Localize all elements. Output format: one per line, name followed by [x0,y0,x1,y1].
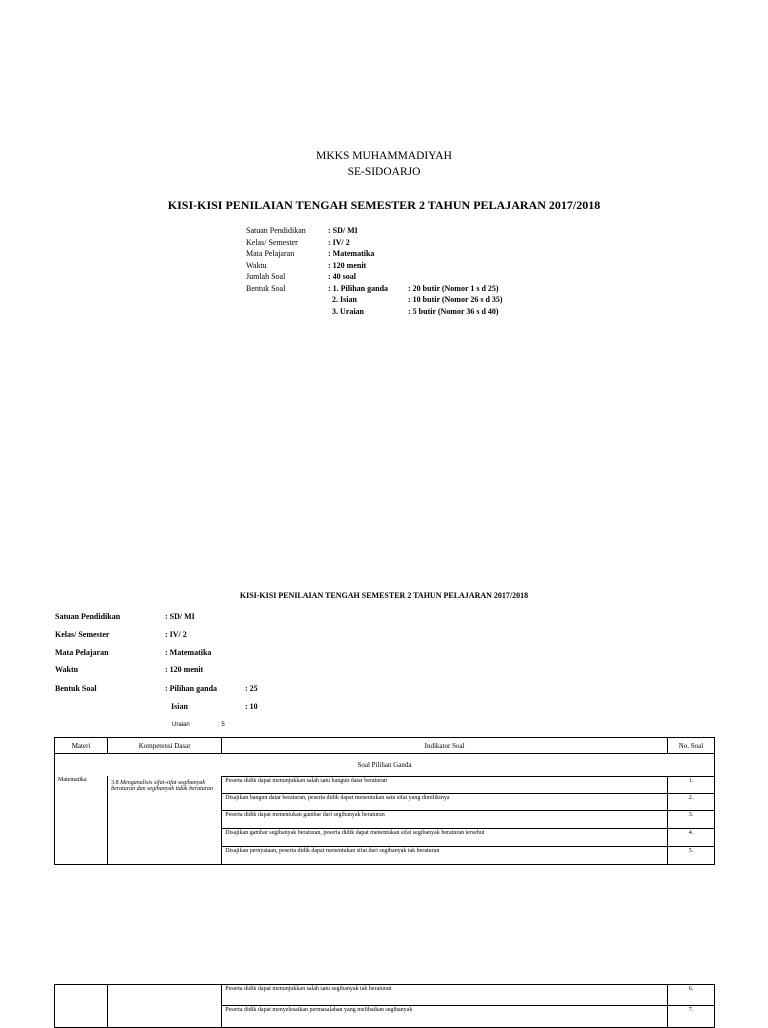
org-name: MKKS MUHAMMADIYAH [316,150,452,162]
info-value: : Pilihan ganda [165,684,218,693]
info-extra: : 5 butir (Nomor 36 s d 40) [408,306,499,316]
header-no-soal: No. Soal [667,738,714,754]
question-number: 6. [667,985,714,1006]
kd-cell-empty [108,985,222,1028]
info-label: Bentuk Soal [246,283,286,293]
question-number: 3. [667,811,714,829]
info-extra: : 10 [245,702,258,711]
question-number: 1. [667,777,714,794]
kisi-table [54,737,715,865]
indicator-row: Peserta didik dapat menunjukkan salah satu segibanyak tak beraturan [222,985,668,1006]
info-value: : IV/ 2 [165,630,187,639]
info-label: Satuan Pendidikan [246,226,306,235]
indicator-row: Disajikan gambar segibanyak beraturan, peserta didik dapat menentukan sifat segibanyak beraturan tersebut [222,829,668,847]
info-block-page2 [55,612,355,732]
question-number: 7. [667,1005,714,1027]
page2-title: KISI-KISI PENILAIAN TENGAH SEMESTER 2 TAHUN PELAJARAN 2017/2018 [239,591,529,600]
info-value: 3. Uraian [332,306,364,316]
info-value: : 40 soal [328,272,356,281]
info-label: Kelas/ Semester [55,630,110,639]
info-label: Mata Pelajaran [246,249,295,258]
info-label: Kelas/ Semester [246,237,298,247]
materi-cell-empty [55,985,108,1028]
materi-cell: Matematika [55,776,108,865]
document-title: KISI-KISI PENILAIAN TENGAH SEMESTER 2 TAHUN PELAJARAN 2017/2018 [167,198,601,212]
section-title: Soal Pilihan Ganda [55,754,715,777]
info-label: Bentuk Soal [55,684,97,693]
indicator-row: Disajikan pernyataan, peserta didik dapat menentukan sifat dari segibanyak tak beraturan [222,847,668,865]
kisi-table-continued [54,984,715,1028]
indicator-row: Disajikan bangun datar beraturan, peserta didik dapat menentukan satu sifat yang dimilikinya [222,794,668,811]
question-number: 5. [667,847,714,865]
kd-text: Menganalisis sifat-sifat segibanyak beraturan dan segibanyak tidak beraturan [111,780,214,792]
info-extra: : 20 butir (Nomor 1 s d 25) [408,283,499,293]
kd-number: 3.8 [111,780,119,786]
info-label: Satuan Pendidikan [55,612,121,621]
info-label: Mata Pelajaran [55,648,109,657]
question-number: 4. [667,829,714,847]
info-value: : 120 menit [165,665,204,674]
info-value: 2. Isian [332,295,357,304]
info-value: : IV/ 2 [328,237,350,247]
info-label: Waktu [55,665,79,674]
header-materi: Materi [55,738,108,754]
info-value: : 1. Pilihan ganda [328,283,389,293]
org-region: SE-SIDOARJO [347,166,421,178]
info-value: : Matematika [165,648,212,657]
info-value: : SD/ MI [328,226,358,235]
info-block-top [246,225,503,317]
info-label: Jumlah Soal [246,272,286,281]
info-label [246,294,328,306]
info-label: Waktu [246,260,267,270]
header-kompetensi: Kompetensi Dasar [108,738,222,754]
indicator-row: Peserta didik dapat menentukan gambar dari segibanyak beraturan [222,811,668,829]
info-value: : 120 menit [328,260,367,270]
header-indikator: Indikator Soal [222,738,668,754]
indicator-row: Peserta didik dapat menunjukkan salah satu bangun datar beraturan [222,777,668,794]
kd-cell [108,776,222,865]
indicator-row: Peserta didik dapat menyelesaikan permasalahan yang melibatkan segibanyak [222,1005,668,1027]
uraian-value: : 5 [218,722,225,728]
info-value: : Matematika [328,249,375,258]
info-value: : SD/ MI [165,612,195,621]
info-label [246,306,328,318]
info-extra: : 25 [245,684,258,693]
info-value: Isian [171,702,188,711]
uraian-label: Uraian [172,722,190,728]
info-extra: : 10 butir (Nomor 26 s d 35) [408,295,503,304]
question-number: 2. [667,794,714,811]
